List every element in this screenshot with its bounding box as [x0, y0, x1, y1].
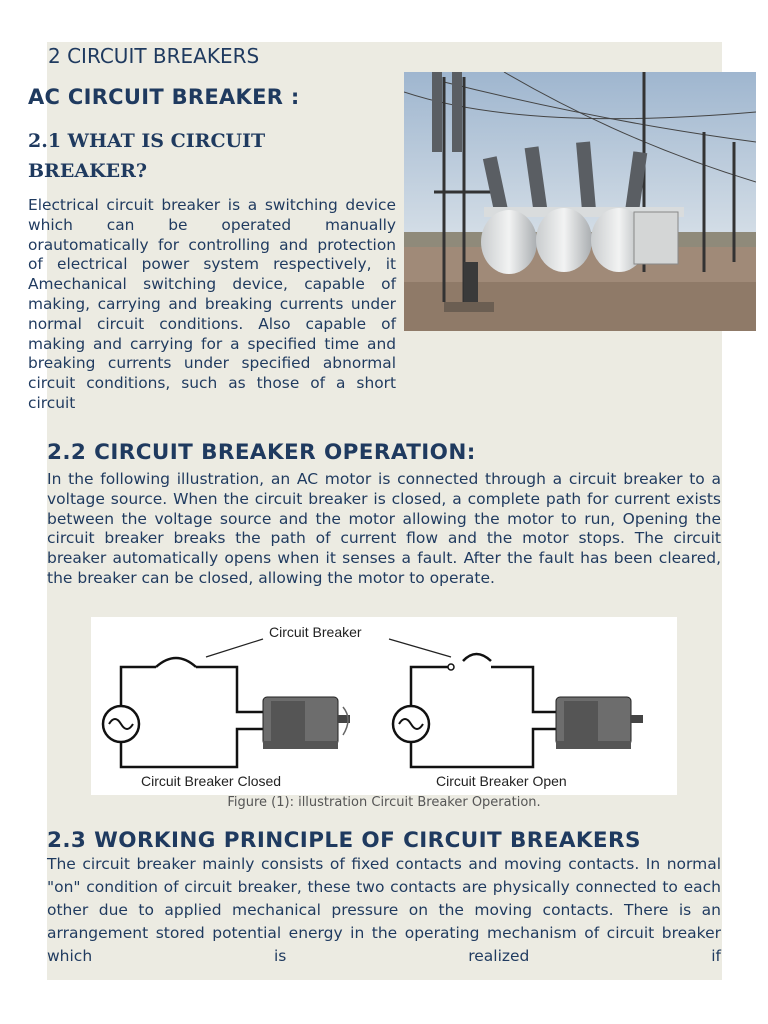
substation-photo [404, 72, 756, 331]
working-principle-heading: 2.3 WORKING PRINCIPLE OF CIRCUIT BREAKERS [47, 828, 641, 853]
figure-label-open: Circuit Breaker Open [436, 773, 567, 789]
motor-open [556, 697, 643, 749]
closed-circuit [121, 658, 266, 767]
ac-circuit-breaker-heading: AC CIRCUIT BREAKER : [28, 85, 300, 109]
what-is-circuit-breaker-heading: 2.1 WHAT IS CIRCUIT BREAKER? [28, 130, 266, 182]
figure-caption: Figure (1): illustration Circuit Breaker Operation. [227, 795, 541, 810]
figure-label-closed: Circuit Breaker Closed [141, 773, 282, 789]
operation-paragraph: In the following illustration, an AC motor is connected through a circuit breaker to a voltage source. When the circuit breaker is closed, a complete path for current exists between the voltage source and the motor allowing the motor to run, Opening the circuit breaker breaks the path of current flow and the motor stops. The circuit breaker automatically opens when it senses a fault. After the fault has been cleared, the breaker can be closed, allowing the motor to operate. [47, 470, 721, 587]
operation-heading: 2.2 CIRCUIT BREAKER OPERATION: [47, 440, 476, 465]
open-circuit [411, 654, 561, 767]
section-heading: 2 CIRCUIT BREAKERS [48, 44, 260, 68]
motor-closed [263, 697, 350, 749]
intro-paragraph: Electrical circuit breaker is a switching device which can be operated manually orautomatically for controlling and protection of electrical power system respectively, it Amechanical switching device, capable of making, carrying and breaking currents under normal circuit conditions. Also capable of making and carrying for a specified time and breaking currents under specified abnormal circuit conditions, such as those of a short circuit [28, 196, 396, 412]
circuit-figure [91, 617, 677, 795]
working-principle-paragraph: The circuit breaker mainly consists of fixed contacts and moving contacts. In normal "on" condition of circuit breaker, these two contacts are physically connected to each other due to applied mechanical pressure on the moving contacts. There is an arrangement stored potential energy in the operating mechanism of circuit breaker which is realized if [47, 855, 721, 965]
figure-label-circuit-breaker: Circuit Breaker [269, 624, 362, 640]
